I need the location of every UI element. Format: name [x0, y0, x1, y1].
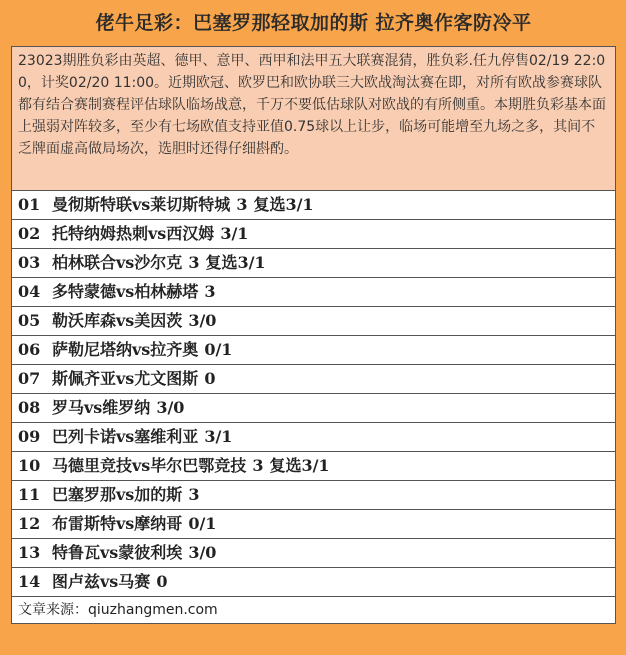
- page-title: 佬牛足彩：巴塞罗那轻取加的斯 拉齐奥作客防冷平: [95, 12, 532, 34]
- match-teams: 勒沃库森vs美因茨: [52, 311, 183, 330]
- match-row-11: [12, 481, 615, 510]
- match-number: 03: [18, 253, 41, 272]
- match-pick: 3: [252, 456, 264, 475]
- match-pick: 3/0: [156, 398, 185, 417]
- match-row-05: [12, 307, 615, 336]
- match-row-14: [12, 568, 615, 597]
- match-number: 02: [18, 224, 41, 243]
- match-row-02: [12, 220, 615, 249]
- match-row-07: [12, 365, 615, 394]
- match-extra: 复选3/1: [253, 195, 314, 214]
- match-teams: 曼彻斯特联vs莱切斯特城: [52, 195, 231, 214]
- match-pick: 0/1: [188, 514, 217, 533]
- match-row-06: [12, 336, 615, 365]
- match-number: 11: [18, 485, 41, 504]
- intro-paragraph: 23023期胜负彩由英超、德甲、意甲、西甲和法甲五大联赛混猜，胜负彩.任九停售02/19 22:00，计奖02/20 11:00。近期欧冠、欧罗巴和欧协联三大欧战淘汰赛在即，对所有欧战参赛球队都有结合赛制赛程评估球队临场战意，千万不要低估球队对欧战的有所侧重。本期胜负彩基本面上强弱对阵较多，至少有七场欧值支持亚值0.75球以上让步，临场可能增至九场之多，其间不乏牌面虚高做局场次，选胆时还得仔细斟酌。: [12, 47, 615, 191]
- match-number: 09: [18, 427, 41, 446]
- match-row-03: [12, 249, 615, 278]
- match-row-01: [12, 191, 615, 220]
- match-extra: 复选3/1: [269, 456, 330, 475]
- match-pick: 3/0: [188, 311, 217, 330]
- match-row-10: [12, 452, 615, 481]
- match-pick: 0/1: [204, 340, 233, 359]
- match-teams: 巴塞罗那vs加的斯: [52, 485, 183, 504]
- match-number: 01: [18, 195, 41, 214]
- match-pick: 3/0: [188, 543, 217, 562]
- match-pick: 3: [204, 282, 216, 301]
- match-pick: 3/1: [204, 427, 233, 446]
- match-teams: 托特纳姆热刺vs西汉姆: [52, 224, 215, 243]
- match-number: 10: [18, 456, 41, 475]
- match-pick: 3: [236, 195, 248, 214]
- match-teams: 马德里竞技vs毕尔巴鄂竞技: [52, 456, 247, 475]
- match-row-09: [12, 423, 615, 452]
- match-number: 04: [18, 282, 41, 301]
- match-teams: 罗马vs维罗纳: [52, 398, 151, 417]
- article-source: 文章来源：qiuzhangmen.com: [12, 597, 615, 623]
- match-pick: 3: [188, 253, 200, 272]
- match-teams: 柏林联合vs沙尔克: [52, 253, 183, 272]
- prediction-table: [11, 46, 616, 624]
- match-pick: 3/1: [220, 224, 249, 243]
- match-row-04: [12, 278, 615, 307]
- match-extra: 复选3/1: [205, 253, 266, 272]
- match-pick: 0: [204, 369, 216, 388]
- match-row-13: [12, 539, 615, 568]
- match-number: 12: [18, 514, 41, 533]
- match-row-12: [12, 510, 615, 539]
- match-teams: 特鲁瓦vs蒙彼利埃: [52, 543, 183, 562]
- match-pick: 3: [188, 485, 200, 504]
- match-teams: 斯佩齐亚vs尤文图斯: [52, 369, 199, 388]
- match-number: 07: [18, 369, 41, 388]
- match-number: 08: [18, 398, 41, 417]
- match-number: 14: [18, 572, 41, 591]
- match-teams: 巴列卡诺vs塞维利亚: [52, 427, 199, 446]
- match-teams: 多特蒙德vs柏林赫塔: [52, 282, 199, 301]
- match-number: 13: [18, 543, 41, 562]
- match-teams: 布雷斯特vs摩纳哥: [52, 514, 183, 533]
- match-number: 06: [18, 340, 41, 359]
- match-pick: 0: [156, 572, 168, 591]
- match-row-08: [12, 394, 615, 423]
- match-teams: 萨勒尼塔纳vs拉齐奥: [52, 340, 199, 359]
- match-teams: 图卢兹vs马赛: [52, 572, 151, 591]
- match-number: 05: [18, 311, 41, 330]
